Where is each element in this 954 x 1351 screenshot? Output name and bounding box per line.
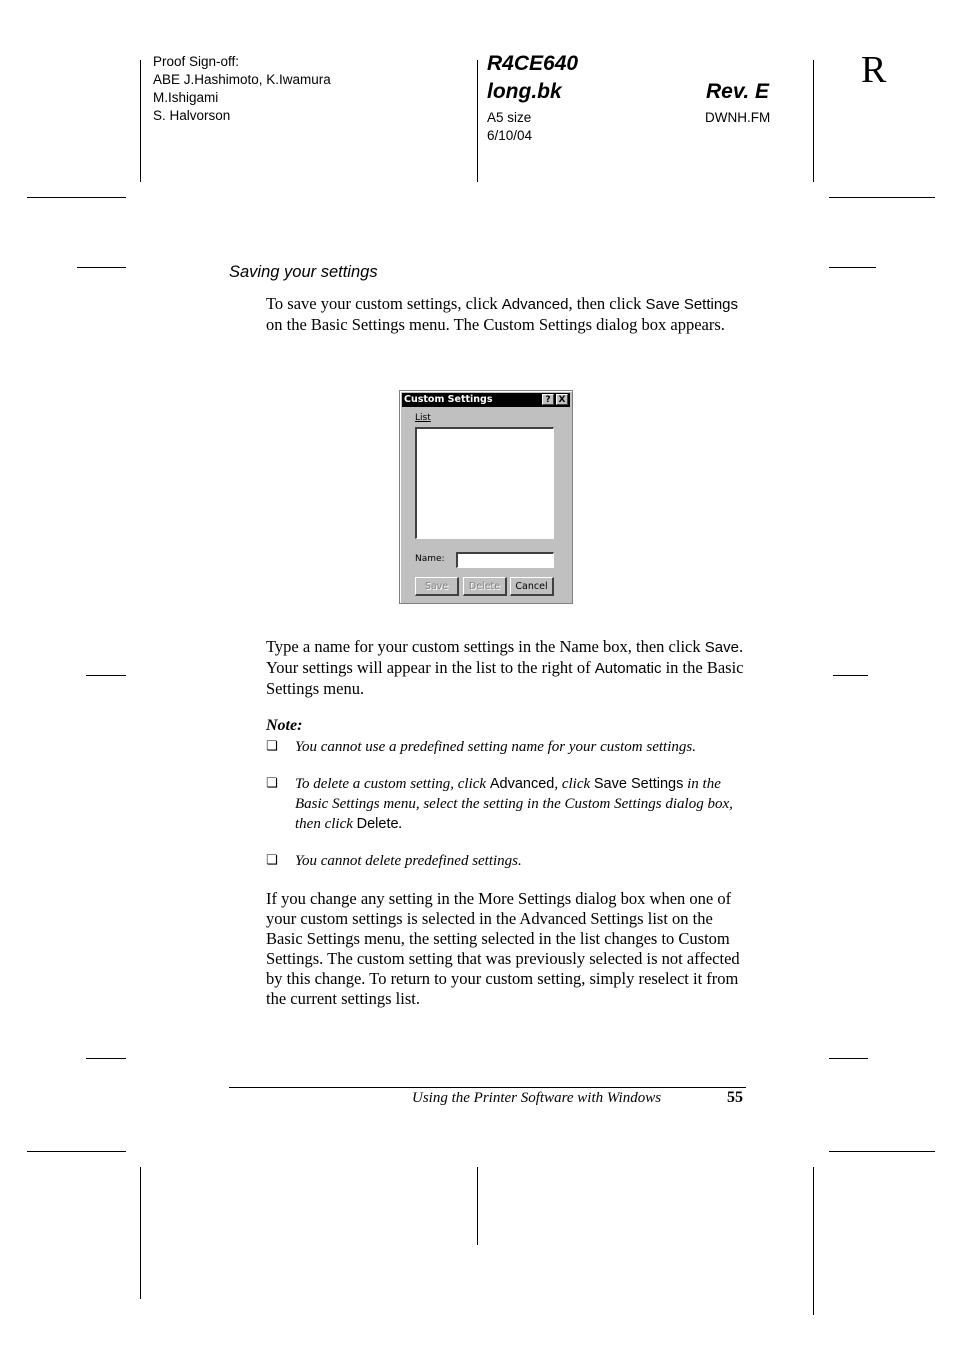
page-number: 55	[727, 1089, 743, 1106]
close-icon[interactable]: X	[556, 394, 568, 405]
text: . Your settings will appear in the list to the right of	[266, 637, 744, 677]
section-title: Saving your settings	[229, 263, 378, 281]
corner-letter: R	[861, 49, 887, 91]
crop-mark	[77, 267, 126, 268]
file-name: DWNH.FM	[705, 110, 771, 125]
doc-code: R4CE640	[487, 52, 579, 75]
proof-line: ABE J.Hashimoto, K.Iwamura	[153, 72, 331, 87]
text: To save your custom settings, click	[266, 294, 502, 313]
note-item: You cannot delete predefined settings.	[295, 853, 522, 869]
ui-term: Save	[704, 639, 739, 656]
crop-mark	[477, 1167, 478, 1245]
bullet-icon: ❏	[266, 739, 278, 754]
crop-mark	[86, 675, 126, 676]
text: , then click	[568, 294, 646, 313]
text: Type a name for your custom settings in the Name box, then click	[266, 637, 705, 656]
name-input[interactable]	[456, 552, 554, 568]
footer-chapter: Using the Printer Software with Windows	[412, 1090, 662, 1106]
crop-mark	[829, 1151, 935, 1152]
text: To delete a custom setting, click	[295, 776, 490, 792]
custom-settings-dialog	[399, 390, 573, 604]
crop-mark	[829, 267, 876, 268]
ui-term: Save Settings	[593, 776, 684, 792]
text: .	[398, 816, 403, 832]
crop-mark	[813, 60, 814, 182]
crop-mark	[27, 1151, 126, 1152]
note-item	[295, 774, 745, 834]
crop-mark	[829, 197, 935, 198]
text: , click	[554, 776, 594, 792]
intro-paragraph	[266, 294, 756, 335]
more-settings-paragraph: If you change any setting in the More Settings dialog box when one of your custom settings is selected in the Advanced Settings list on the Basic Settings menu, the setting selected in the list changes to Custom Settings. The custom setting that was previously selected is not affected by this change. To return to your custom setting, simply reselect it from the current settings list.	[266, 889, 740, 1008]
doc-date: 6/10/04	[487, 128, 533, 143]
crop-mark	[140, 60, 141, 182]
note-item: You cannot use a predefined setting name for your custom settings.	[295, 739, 696, 755]
revision: Rev. E	[706, 80, 770, 103]
page-size: A5 size	[487, 110, 532, 125]
save-button[interactable]: Save	[415, 577, 459, 596]
bullet-icon: ❏	[266, 776, 278, 791]
proof-line: M.Ishigami	[153, 90, 219, 105]
cancel-button[interactable]: Cancel	[510, 577, 554, 596]
dialog-title: Custom Settings	[402, 393, 570, 407]
ui-term: Delete	[356, 816, 399, 832]
name-paragraph	[266, 637, 756, 699]
ui-term: Save Settings	[645, 296, 739, 313]
help-icon[interactable]: ?	[542, 394, 554, 405]
ui-term: Advanced	[489, 776, 555, 792]
settings-listbox[interactable]	[415, 427, 554, 539]
delete-button[interactable]: Delete	[463, 577, 507, 596]
text: in the Basic Settings menu, select the setting in the Custom Settings dialog box, then click	[295, 776, 733, 832]
bullet-icon: ❏	[266, 853, 278, 868]
crop-mark	[477, 60, 478, 182]
note-heading: Note:	[266, 717, 303, 734]
text: on the Basic Settings menu. The Custom Settings dialog box appears.	[266, 315, 725, 334]
crop-mark	[829, 1058, 868, 1059]
crop-mark	[813, 1167, 814, 1315]
crop-mark	[86, 1058, 126, 1059]
proof-signoff	[153, 53, 331, 125]
ui-term: Automatic	[594, 660, 662, 677]
name-label: Name:	[415, 554, 445, 564]
ui-term: Advanced	[501, 296, 569, 313]
footer-rule	[229, 1087, 746, 1088]
book-name: long.bk	[487, 80, 562, 103]
crop-mark	[27, 197, 126, 198]
crop-mark	[140, 1167, 141, 1299]
crop-mark	[833, 675, 868, 676]
list-label: List	[415, 413, 431, 423]
text: in the Basic Settings menu.	[266, 658, 744, 698]
proof-line: S. Halvorson	[153, 108, 231, 123]
proof-line: Proof Sign-off:	[153, 54, 240, 69]
